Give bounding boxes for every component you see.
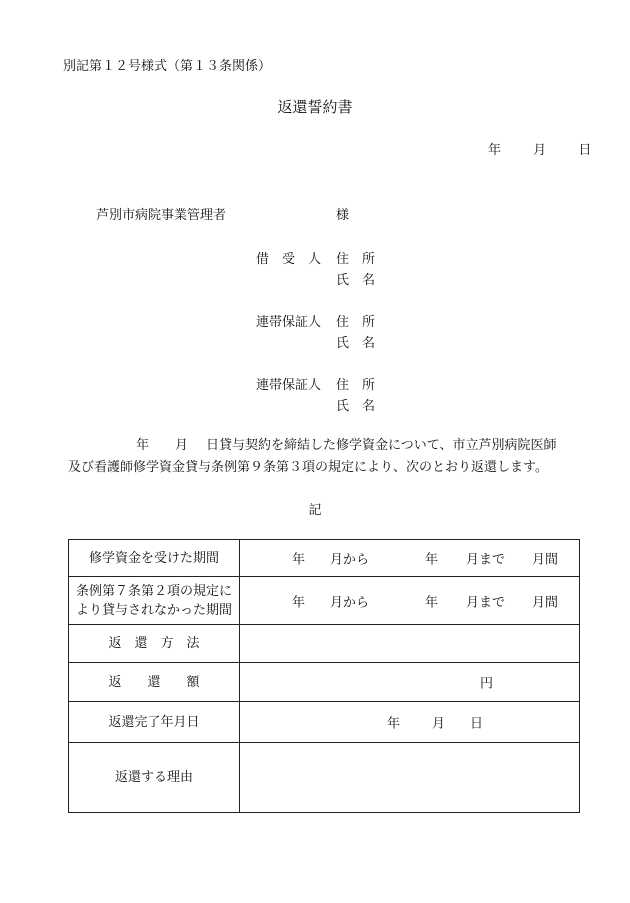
row1-from: 月から [330, 552, 370, 568]
guarantor-1-name-label: 氏 名 [336, 336, 376, 351]
date-day: 日 [578, 143, 592, 158]
repayment-method-label: 返 還 方 法 [69, 625, 240, 663]
row1-year2: 年 [425, 552, 439, 568]
addressee: 芦別市病院事業管理者 [96, 208, 227, 223]
repayment-reason-label: 返還する理由 [69, 743, 240, 813]
paragraph-month: 月 [175, 438, 189, 453]
row2-year2: 年 [425, 595, 439, 610]
paragraph-year: 年 [136, 438, 150, 453]
table-row [69, 743, 580, 813]
period-received-value[interactable] [240, 540, 580, 577]
repayment-table [68, 539, 580, 813]
date-line [488, 139, 591, 158]
row2-label-line2: より貸与されなかった期間 [75, 602, 232, 618]
borrower-name-label: 氏 名 [336, 273, 376, 288]
row4-yen: 円 [480, 676, 494, 692]
guarantor-1-address-label: 住 所 [336, 315, 376, 330]
row5-day: 日 [470, 716, 484, 732]
completion-date-label: 返還完了年月日 [69, 702, 240, 743]
table-row [69, 702, 580, 743]
period-not-lent-value[interactable] [240, 577, 580, 625]
guarantor-2-role: 連帯保証人 [256, 378, 322, 393]
repayment-reason-value[interactable] [240, 743, 580, 813]
form-reference: 別記第１２号様式（第１３条関係） [63, 59, 272, 74]
ki-heading: 記 [308, 503, 322, 518]
guarantor-2-address-label: 住 所 [336, 378, 376, 393]
paragraph-line1: 日貸与契約を締結した修学資金について、市立芦別病院医師 [206, 438, 557, 453]
guarantor-2-name-label: 氏 名 [336, 399, 376, 414]
row2-year1: 年 [292, 595, 306, 610]
addressee-honorific: 様 [336, 208, 350, 223]
borrower-address-label: 住 所 [336, 252, 376, 267]
row2-until: 月まで [466, 595, 506, 610]
row5-year: 年 [387, 716, 401, 732]
row1-until: 月まで [466, 552, 506, 568]
repayment-method-value[interactable] [240, 625, 580, 663]
row5-month: 月 [432, 716, 446, 732]
completion-date-value[interactable] [240, 702, 580, 743]
row2-months: 月間 [532, 595, 559, 610]
date-year: 年 [488, 143, 502, 158]
row1-months: 月間 [532, 552, 559, 568]
guarantor-1-role: 連帯保証人 [256, 315, 322, 330]
row2-from: 月から [330, 595, 370, 610]
period-not-lent-label [69, 577, 240, 625]
table-row [69, 540, 580, 577]
row2-label-line1: 条例第７条第２項の規定に [75, 583, 232, 599]
paragraph-line2: 及び看護師修学資金貸与条例第９条第３項の規定により、次のとおり返還します。 [68, 460, 548, 475]
repayment-amount-value[interactable] [240, 663, 580, 702]
table-row [69, 577, 580, 625]
date-month: 月 [533, 143, 547, 158]
row1-year1: 年 [292, 552, 306, 568]
table-row [69, 625, 580, 663]
borrower-role: 借 受 人 [256, 252, 322, 267]
period-received-label: 修学資金を受けた期間 [69, 540, 240, 577]
repayment-amount-label: 返 還 額 [69, 663, 240, 702]
document-title: 返還誓約書 [277, 98, 353, 116]
table-row [69, 663, 580, 702]
